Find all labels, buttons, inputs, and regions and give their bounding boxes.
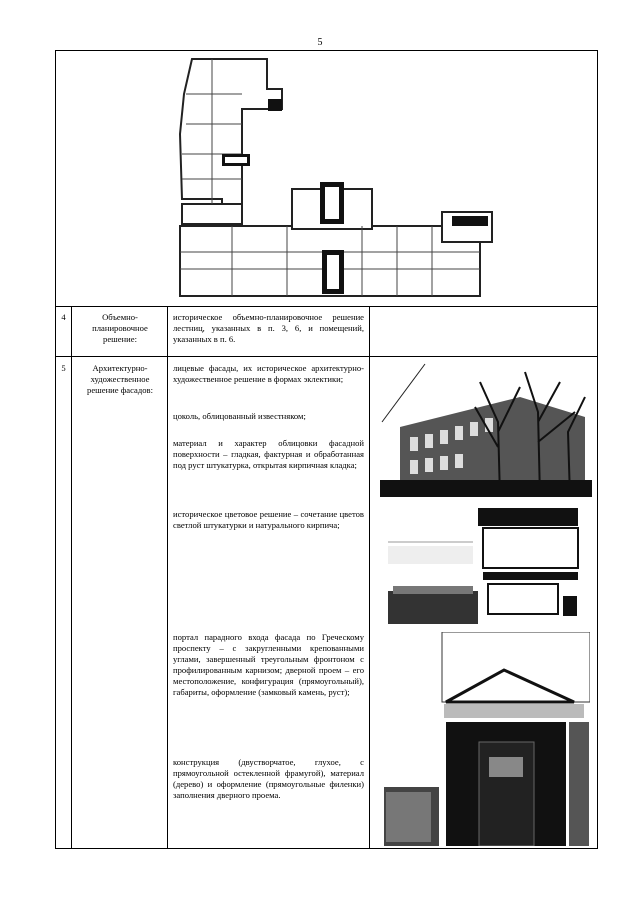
row4-text bbox=[173, 312, 364, 345]
portal-photo bbox=[384, 632, 590, 846]
table-border-bottom bbox=[55, 848, 598, 849]
row5-item-1: лицевые фасады, их историческое архитектурно-художественное решение в формах эклектики; bbox=[173, 363, 364, 384]
page-number: 5 bbox=[317, 37, 323, 48]
table-border-row4-bottom bbox=[55, 356, 598, 357]
table-border-plan-bottom bbox=[55, 306, 598, 307]
row5-name: Архитектурно-художественное решение фасадов: bbox=[87, 363, 153, 395]
row5-item-5: портал парадного входа фасада по Греческому проспекту – с закругленными крепованными углами, завершенный треугольным фронтоном с профилированным карнизом; дверной проем – его местоположение, конфигурация (прямоугольный), габариты, оформление (замковый камень, руст); bbox=[173, 632, 364, 697]
table-col-divider-2 bbox=[167, 306, 168, 849]
table-col-divider-1 bbox=[71, 306, 72, 849]
table-border-left bbox=[55, 50, 56, 849]
row5-number: 5 bbox=[61, 363, 66, 373]
row5-item-4: историческое цветовое решение – сочетание цветов светлой штукатурки и натурального кирпича; bbox=[173, 509, 364, 530]
row4-text-paragraph: историческое объемно-планировочное решение лестниц, указанных в п. 3, 6, и помещений, указанных в п. 6. bbox=[173, 312, 364, 344]
table-border-right bbox=[597, 50, 598, 849]
row5-item-3: материал и характер облицовки фасадной поверхности – гладкая, фактурная и обработанная под руст штукатурка, открытая кирпичная кладка; bbox=[173, 438, 364, 470]
facade-photo bbox=[380, 362, 592, 497]
table-border-top bbox=[55, 50, 598, 51]
row5-item-6: конструкция (двустворчатое, глухое, с прямоугольной остекленной фрамугой), материал (дерево) и оформление (прямоугольные филенки) заполнения дверного проема. bbox=[173, 757, 364, 800]
row4-number: 4 bbox=[61, 312, 66, 322]
row5-item-2: цоколь, облицованный известняком; bbox=[173, 411, 306, 421]
floor-plan bbox=[172, 54, 502, 302]
facade-detail-photo bbox=[388, 506, 588, 624]
table-col-divider-3 bbox=[369, 306, 370, 849]
row4-name: Объемно-планировочное решение: bbox=[92, 312, 148, 344]
